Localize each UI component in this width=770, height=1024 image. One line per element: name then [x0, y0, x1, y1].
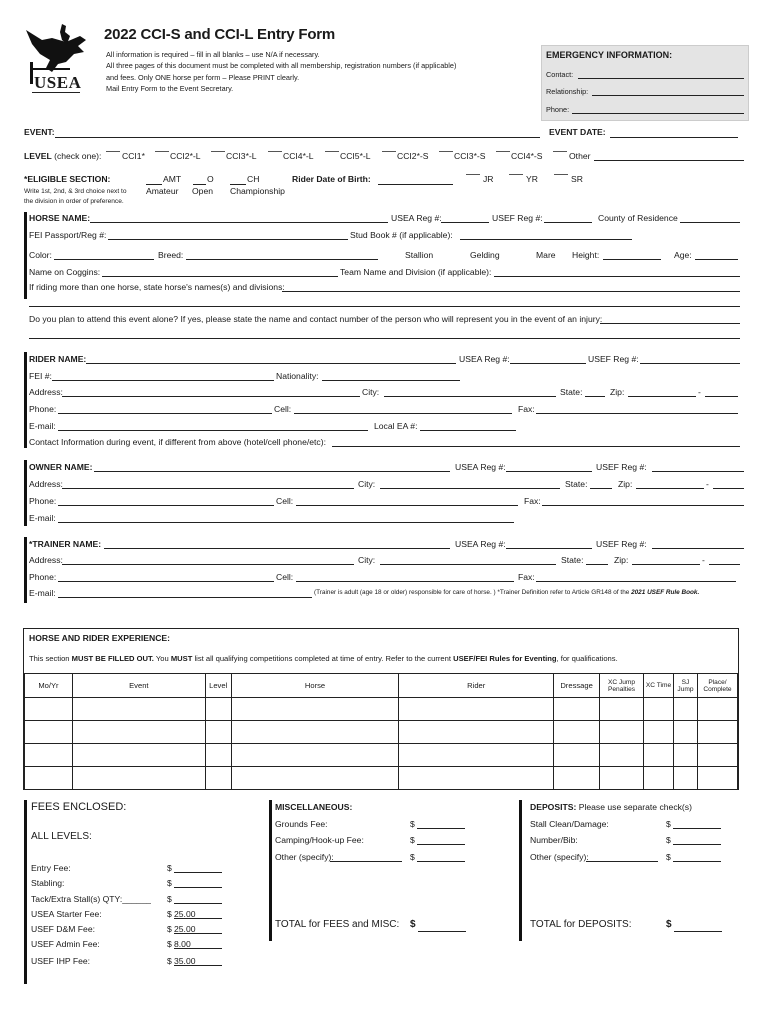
horse-usef-field[interactable] [544, 222, 592, 223]
owner-usea-label: USEA Reg #: [455, 462, 506, 472]
coggins-label: Name on Coggins: [29, 267, 101, 277]
emergency-contact-label: Contact: [546, 70, 574, 79]
deposits-total-label: TOTAL for DEPOSITS: [530, 919, 632, 930]
fee-amount: 35.00 [174, 956, 196, 966]
misc-label: Other (specify): [275, 852, 334, 862]
col-header: Place/ Complete [697, 674, 737, 698]
level-option-cci2s[interactable]: CCI2*-S [397, 151, 429, 161]
currency: $ [666, 919, 672, 930]
owner-address-field[interactable] [62, 488, 354, 489]
horse-age-field[interactable] [695, 259, 738, 260]
deposit-label: Stall Clean/Damage: [530, 819, 609, 829]
misc-section-bar [269, 800, 272, 941]
rider-email-label: E-mail: [29, 421, 56, 431]
misc-total-field[interactable] [418, 931, 466, 932]
owner-city-label: City: [358, 479, 376, 489]
multi-horse-label: If riding more than one horse, state horse's names(s) and divisions: [29, 282, 285, 292]
rider-address-field[interactable] [62, 396, 360, 397]
intro-text [106, 49, 526, 94]
horse-age-label: Age: [674, 250, 692, 260]
mare-option[interactable]: Mare [536, 250, 556, 260]
col-header: Mo/Yr [25, 674, 73, 698]
fee-amount-line [174, 933, 222, 934]
horse-height-label: Height: [572, 250, 600, 260]
gelding-option[interactable]: Gelding [470, 250, 500, 260]
owner-name-field[interactable] [94, 471, 450, 472]
deposits-note: Please use separate check(s) [578, 802, 692, 812]
trainer-state-field[interactable] [586, 564, 608, 565]
desc-part: USEF/FEI Rules for Eventing [453, 654, 557, 663]
multi-horse-field[interactable] [282, 291, 740, 292]
owner-cell-field[interactable] [296, 505, 518, 506]
deposit-amount-field[interactable] [673, 861, 721, 862]
level-option[interactable] [268, 145, 284, 154]
level-option-cci3s[interactable]: CCI3*-S [454, 151, 486, 161]
horse-section-bar [24, 212, 27, 299]
rider-zip-field[interactable] [628, 396, 696, 397]
emergency-box [541, 45, 749, 121]
stallion-option[interactable]: Stallion [405, 250, 434, 260]
col-header: XC Jump Penalties [600, 674, 644, 698]
deposit-amount-field[interactable] [673, 828, 721, 829]
emergency-phone-label: Phone: [546, 105, 570, 114]
col-header: SJ Jump [673, 674, 697, 698]
owner-address-label: Address: [29, 479, 63, 489]
team-field[interactable] [494, 276, 740, 277]
intro-line: All information is required – fill in all blanks – use N/A if necessary. [106, 50, 320, 59]
fee-label: USEA Starter Fee: [31, 909, 102, 919]
currency: $ [167, 924, 172, 934]
trainer-city-field[interactable] [380, 564, 556, 565]
jr-option[interactable] [466, 168, 482, 177]
level-option[interactable] [439, 145, 455, 154]
rider-nationality-field[interactable] [322, 380, 460, 381]
currency: $ [167, 956, 172, 966]
rider-state-label: State: [560, 387, 583, 397]
horse-usea-field[interactable] [441, 222, 489, 223]
zip-dash: - [698, 387, 701, 397]
logo-underline [32, 92, 80, 93]
level-option[interactable] [496, 145, 512, 154]
desc-part: This section [29, 654, 70, 663]
level-option-cci2l[interactable]: CCI2*-L [170, 151, 201, 161]
currency: $ [410, 835, 415, 845]
rider-name-label: RIDER NAME: [29, 354, 87, 364]
yr-label[interactable]: YR [526, 174, 538, 184]
fee-label: Stabling: [31, 878, 65, 888]
rider-nationality-label: Nationality: [276, 371, 319, 381]
owner-name-label: OWNER NAME: [29, 462, 93, 472]
trainer-address-label: Address: [29, 555, 63, 565]
trainer-zip-field[interactable] [632, 564, 700, 565]
trainer-address-field[interactable] [62, 564, 354, 565]
rider-section-bar [24, 352, 27, 448]
deposit-other-field[interactable] [586, 861, 658, 862]
fee-label: USEF Admin Fee: [31, 939, 100, 949]
rider-usea-field[interactable] [510, 363, 586, 364]
currency: $ [167, 863, 172, 873]
horse-fei-label: FEI Passport/Reg #: [29, 230, 107, 240]
level-option[interactable] [155, 145, 171, 154]
trainer-section-bar [24, 537, 27, 603]
trainer-note-book: 2021 USEF Rule Book. [631, 589, 700, 596]
level-option-cci1[interactable]: CCI1* [122, 151, 145, 161]
attend-alone-label: Do you plan to attend this event alone? If yes, please state the name and contact number of the person who will represent you in the event of an injury: [29, 314, 603, 324]
currency: $ [410, 919, 416, 930]
horse-name-label: HORSE NAME: [29, 213, 91, 223]
horse-studbook-field[interactable] [460, 239, 632, 240]
owner-state-field[interactable] [590, 488, 612, 489]
level-label [24, 152, 101, 161]
desc-part: MUST BE FILLED OUT. [71, 654, 154, 663]
form-title: 2022 CCI-S and CCI-L Entry Form [104, 26, 336, 43]
fee-amount: 25.00 [174, 924, 196, 934]
col-header: XC Time [644, 674, 674, 698]
dob-label: Rider Date of Birth: [292, 174, 371, 184]
attend-alone-field-2[interactable] [29, 338, 740, 339]
rider-name-field[interactable] [86, 363, 456, 364]
trainer-email-field[interactable] [58, 597, 312, 598]
trainer-usef-field[interactable] [652, 548, 744, 549]
rider-usea-label: USEA Reg #: [459, 354, 510, 364]
o-option[interactable]: O [207, 174, 214, 184]
experience-table [24, 673, 738, 790]
desc-part: , for qualifications. [556, 654, 618, 663]
rider-cell-label: Cell: [274, 404, 292, 414]
deposits-title [530, 803, 692, 812]
owner-zip-label: Zip: [618, 479, 633, 489]
rider-zip4-field[interactable] [705, 396, 738, 397]
trainer-fax-field[interactable] [536, 581, 736, 582]
emergency-phone-field[interactable] [572, 113, 744, 114]
owner-usef-field[interactable] [652, 471, 744, 472]
amt-option[interactable]: AMT [163, 174, 182, 184]
eligible-label: *ELIGIBLE SECTION: [24, 174, 111, 184]
horse-fei-field[interactable] [108, 239, 348, 240]
owner-cell-label: Cell: [276, 496, 294, 506]
rider-local-ea-field[interactable] [420, 430, 516, 431]
intro-line: All three pages of this document must be completed with all membership, registration numbers (if applicable) [106, 61, 457, 71]
owner-zip-field[interactable] [636, 488, 704, 489]
trainer-cell-field[interactable] [296, 581, 514, 582]
level-option[interactable] [382, 145, 398, 154]
owner-email-field[interactable] [58, 522, 514, 523]
rider-state-field[interactable] [585, 396, 605, 397]
level-option-cci5l[interactable]: CCI5*-L [340, 151, 371, 161]
trainer-fax-label: Fax: [518, 572, 535, 582]
owner-zip4-field[interactable] [713, 488, 744, 489]
fee-label: Tack/Extra Stall(s) QTY:______ [31, 894, 151, 904]
deposits-section-bar [519, 800, 522, 941]
trainer-city-label: City: [358, 555, 376, 565]
trainer-note [314, 590, 699, 596]
level-label-suffix: (check one): [54, 151, 102, 161]
amt-field[interactable] [146, 184, 162, 185]
event-label: EVENT: [24, 127, 55, 137]
level-option-cci4l[interactable]: CCI4*-L [283, 151, 314, 161]
currency: $ [666, 819, 671, 829]
emergency-relationship-label: Relationship: [546, 87, 589, 96]
misc-label: Grounds Fee: [275, 819, 328, 829]
emergency-relationship-field[interactable] [592, 95, 744, 96]
owner-phone-field[interactable] [58, 505, 274, 506]
misc-other-field[interactable] [330, 861, 402, 862]
fees-title: FEES ENCLOSED: [31, 801, 127, 813]
rider-phone-field[interactable] [58, 413, 272, 414]
jr-label[interactable]: JR [483, 174, 494, 184]
owner-usea-field[interactable] [506, 471, 592, 472]
amt-sub: Amateur [146, 186, 179, 196]
owner-fax-label: Fax: [524, 496, 541, 506]
deposit-label: Number/Bib: [530, 835, 578, 845]
level-other-field[interactable] [594, 160, 744, 161]
event-field[interactable] [55, 137, 540, 138]
fee-amount: 8.00 [174, 939, 191, 949]
attend-alone-field[interactable] [600, 323, 740, 324]
trainer-phone-field[interactable] [58, 581, 274, 582]
rider-cell-field[interactable] [294, 413, 512, 414]
sr-option[interactable] [554, 168, 570, 177]
zip-dash: - [702, 555, 705, 565]
table-row[interactable] [25, 744, 738, 767]
rider-fax-field[interactable] [536, 413, 738, 414]
trainer-usea-field[interactable] [506, 548, 592, 549]
currency: $ [167, 878, 172, 888]
fee-amount-line [174, 965, 222, 966]
horse-county-field[interactable] [680, 222, 740, 223]
fee-label: USEF IHP Fee: [31, 956, 91, 966]
horse-height-field[interactable] [603, 259, 661, 260]
owner-state-label: State: [565, 479, 588, 489]
col-header: Dressage [554, 674, 600, 698]
owner-email-label: E-mail: [29, 513, 56, 523]
misc-amount-field[interactable] [417, 828, 465, 829]
fee-amount: 25.00 [174, 909, 196, 919]
rider-usef-label: USEF Reg #: [588, 354, 639, 364]
fee-amount-field[interactable] [174, 872, 222, 873]
currency: $ [666, 852, 671, 862]
rider-email-field[interactable] [58, 430, 368, 431]
deposit-amount-field[interactable] [673, 844, 721, 845]
currency: $ [410, 819, 415, 829]
level-label-bold: LEVEL [24, 151, 52, 161]
owner-city-field[interactable] [380, 488, 560, 489]
rider-local-ea-label: Local EA #: [374, 421, 418, 431]
logo-text: USEA [34, 73, 82, 92]
trainer-usef-label: USEF Reg #: [596, 539, 647, 549]
misc-amount-field[interactable] [417, 844, 465, 845]
intro-line: Mail Entry Form to the Event Secretary. [106, 83, 234, 93]
rider-contact-field[interactable] [332, 446, 740, 447]
level-option[interactable] [106, 145, 122, 154]
fees-section-bar [24, 800, 27, 984]
usea-logo [22, 22, 104, 94]
desc-part: MUST [170, 654, 193, 663]
all-levels-label: ALL LEVELS: [31, 831, 92, 842]
eligible-note: Write 1st, 2nd, & 3rd choice next to [24, 188, 127, 195]
trainer-usea-label: USEA Reg #: [455, 539, 506, 549]
fee-amount-field[interactable] [174, 887, 222, 888]
trainer-zip4-field[interactable] [709, 564, 740, 565]
trainer-name-field[interactable] [104, 548, 450, 549]
owner-fax-field[interactable] [542, 505, 744, 506]
col-header: Horse [231, 674, 399, 698]
trainer-phone-label: Phone: [29, 572, 57, 582]
event-date-label: EVENT DATE: [549, 127, 606, 137]
coggins-field[interactable] [102, 276, 338, 277]
o-field[interactable] [193, 184, 206, 185]
ch-sub: Championship [230, 186, 285, 196]
trainer-note-text: (Trainer is adult (age 18 or older) responsible for care of horse. ) *Trainer Definition refer to Article GR148 of the [314, 589, 630, 596]
level-option[interactable] [211, 145, 227, 154]
rider-city-label: City: [362, 387, 380, 397]
zip-dash: - [706, 479, 709, 489]
emergency-title: EMERGENCY INFORMATION: [546, 50, 673, 60]
fee-label: USEF D&M Fee: [31, 924, 95, 934]
col-header: Level [205, 674, 231, 698]
currency: $ [167, 894, 172, 904]
misc-label: Camping/Hook-up Fee: [275, 835, 364, 845]
ch-field[interactable] [230, 184, 246, 185]
rider-phone-label: Phone: [29, 404, 57, 414]
experience-desc [29, 655, 618, 663]
fee-amount-field[interactable] [174, 903, 222, 904]
horse-usef-label: USEF Reg #: [492, 213, 543, 223]
rider-zip-label: Zip: [610, 387, 625, 397]
trainer-cell-label: Cell: [276, 572, 294, 582]
misc-amount-field[interactable] [417, 861, 465, 862]
level-option[interactable] [553, 145, 569, 154]
level-option-cci4s[interactable]: CCI4*-S [511, 151, 543, 161]
col-header: Rider [399, 674, 554, 698]
table-row[interactable] [25, 698, 738, 721]
horse-color-label: Color: [29, 250, 52, 260]
col-header: Event [72, 674, 205, 698]
currency: $ [410, 852, 415, 862]
trainer-zip-label: Zip: [614, 555, 629, 565]
fee-amount-line [174, 948, 222, 949]
ch-option[interactable]: CH [247, 174, 260, 184]
owner-usef-label: USEF Reg #: [596, 462, 647, 472]
fee-label: Entry Fee: [31, 863, 71, 873]
deposits-total-field[interactable] [674, 931, 722, 932]
misc-title: MISCELLANEOUS: [275, 802, 353, 812]
fee-amount-line [174, 918, 222, 919]
deposit-label: Other (specify): [530, 852, 589, 862]
currency: $ [167, 909, 172, 919]
rider-contact-label: Contact Information during event, if different from above (hotel/cell phone/etc): [29, 437, 326, 447]
event-date-field[interactable] [610, 137, 738, 138]
level-option-cci3l[interactable]: CCI3*-L [226, 151, 257, 161]
horse-breed-field[interactable] [186, 259, 378, 260]
rider-fei-label: FEI #: [29, 371, 52, 381]
level-option[interactable] [325, 145, 341, 154]
yr-option[interactable] [509, 168, 525, 177]
owner-section-bar [24, 460, 27, 526]
table-row[interactable] [25, 721, 738, 744]
horse-county-label: County of Residence [598, 213, 678, 223]
trainer-name-label: *TRAINER NAME: [29, 539, 102, 549]
horse-breed-label: Breed: [158, 250, 184, 260]
team-label: Team Name and Division (if applicable): [340, 267, 492, 277]
o-sub: Open [192, 186, 214, 196]
misc-total-label: TOTAL for FEES and MISC: [275, 919, 400, 930]
horse-studbook-label: Stud Book # (if applicable): [350, 230, 453, 240]
currency: $ [167, 939, 172, 949]
emergency-contact-field[interactable] [578, 78, 744, 79]
multi-horse-field-2[interactable] [29, 306, 740, 307]
currency: $ [666, 835, 671, 845]
level-other-label: Other [569, 151, 591, 161]
rider-address-label: Address: [29, 387, 63, 397]
desc-part: You [155, 654, 169, 663]
rider-fax-label: Fax: [518, 404, 535, 414]
trainer-email-label: E-mail: [29, 588, 56, 598]
experience-title: HORSE AND RIDER EXPERIENCE: [29, 633, 171, 643]
dob-field[interactable] [378, 184, 453, 185]
trainer-state-label: State: [561, 555, 584, 565]
horse-name-field[interactable] [90, 222, 388, 223]
sr-label[interactable]: SR [571, 174, 583, 184]
horse-usea-label: USEA Reg #: [391, 213, 442, 223]
intro-line: and fees. Only ONE horse per form – Please PRINT clearly. [106, 72, 300, 82]
deposits-title-text: DEPOSITS: [530, 802, 577, 812]
table-row[interactable] [25, 767, 738, 790]
eligible-note: the division in order of preference. [24, 198, 124, 205]
owner-phone-label: Phone: [29, 496, 57, 506]
rider-city-field[interactable] [384, 396, 556, 397]
rider-fei-field[interactable] [52, 380, 274, 381]
horse-color-field[interactable] [54, 259, 154, 260]
desc-part: list all qualifying competitions completed at time of entry. Refer to the current [194, 654, 451, 663]
table-header-row [25, 674, 738, 698]
rider-usef-field[interactable] [640, 363, 740, 364]
